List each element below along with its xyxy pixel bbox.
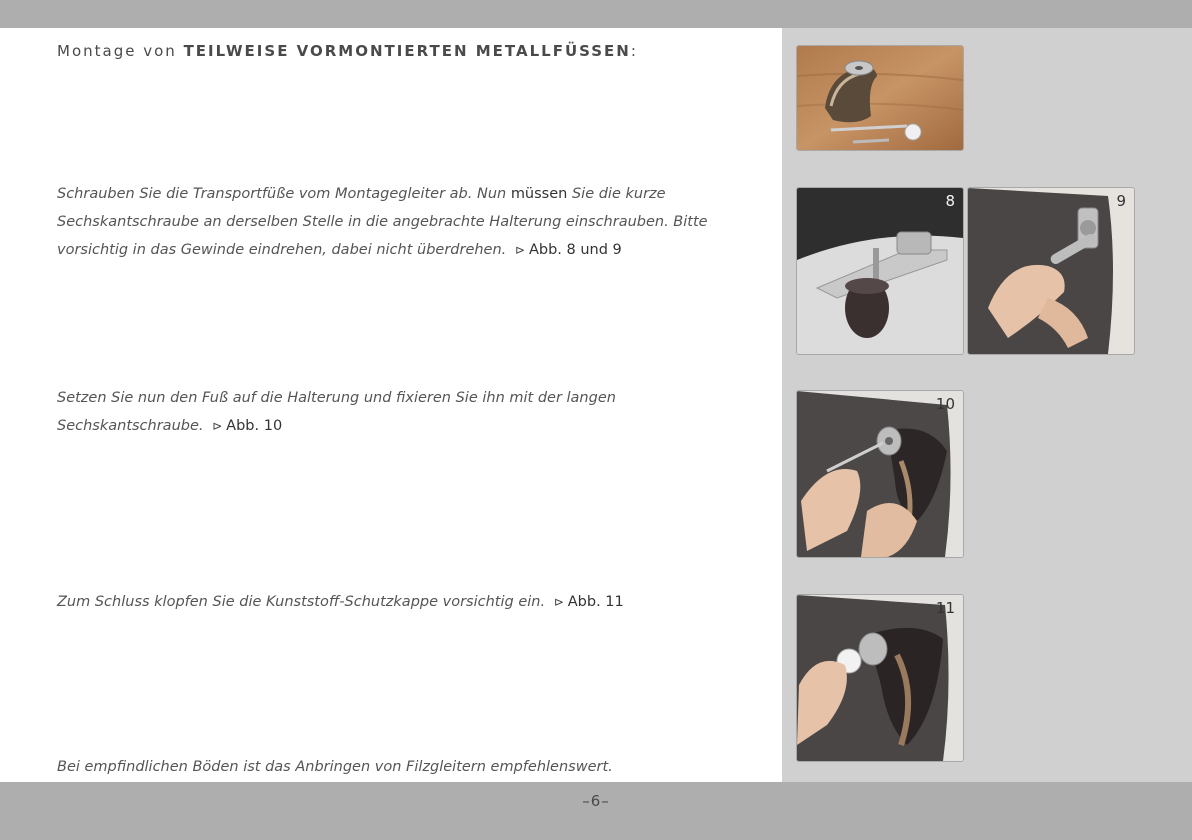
instruction-step-2 <box>57 384 747 440</box>
figure-reference: Abb. 10 <box>226 418 283 434</box>
section-heading <box>57 42 638 60</box>
figure-9 <box>967 187 1135 355</box>
figure-11-image <box>797 595 963 761</box>
figure-label: 9 <box>1116 192 1126 210</box>
figure-8-image <box>797 188 963 354</box>
page-number: –6– <box>582 792 610 810</box>
instruction-note <box>57 753 747 781</box>
figure-label: 8 <box>945 192 955 210</box>
figure-8 <box>796 187 964 355</box>
step-2-text: Setzen Sie nun den Fuß auf die Halterung und fixieren Sie ihn mit der langen Sechskantschraube. <box>57 390 616 434</box>
step-1-text-before: Schrauben Sie die Transportfüße vom Montagegleiter ab. Nun <box>57 186 507 202</box>
top-band <box>0 0 1192 28</box>
step-1-text-after: Sie die kurze Sechskantschraube an derselben Stelle in die angebrachte Halterung einschrauben. Bitte vorsichtig in das Gewinde eindrehen, dabei nicht überdrehen. <box>57 186 708 258</box>
figure-reference: Abb. 11 <box>567 594 624 610</box>
figure-10-image <box>797 391 963 557</box>
instruction-step-3 <box>57 588 747 616</box>
reference-arrow-icon: ⊳ <box>212 419 223 433</box>
figure-parts-photo <box>796 45 964 151</box>
figure-9-image <box>968 188 1134 354</box>
instruction-step-1 <box>57 180 747 264</box>
heading-emphasis: TEILWEISE VORMONTIERTEN METALLFÜSSEN <box>183 42 631 60</box>
heading-prefix: Montage von <box>57 42 177 60</box>
reference-arrow-icon: ⊳ <box>514 243 525 257</box>
step-3-text: Zum Schluss klopfen Sie die Kunststoff-Schutzkappe vorsichtig ein. <box>57 594 546 610</box>
note-text: Bei empfindlichen Böden ist das Anbringen von Filzgleitern empfehlenswert. <box>57 759 613 775</box>
figure-reference: Abb. 8 und 9 <box>528 242 622 258</box>
bottom-band <box>0 782 1192 840</box>
heading-suffix: : <box>630 42 638 60</box>
step-1-emphasis: müssen <box>510 186 568 202</box>
figure-10 <box>796 390 964 558</box>
figure-label: 11 <box>935 599 955 617</box>
parts-photo-image <box>797 46 963 150</box>
figure-label: 10 <box>935 395 955 413</box>
figure-11 <box>796 594 964 762</box>
reference-arrow-icon: ⊳ <box>553 595 564 609</box>
